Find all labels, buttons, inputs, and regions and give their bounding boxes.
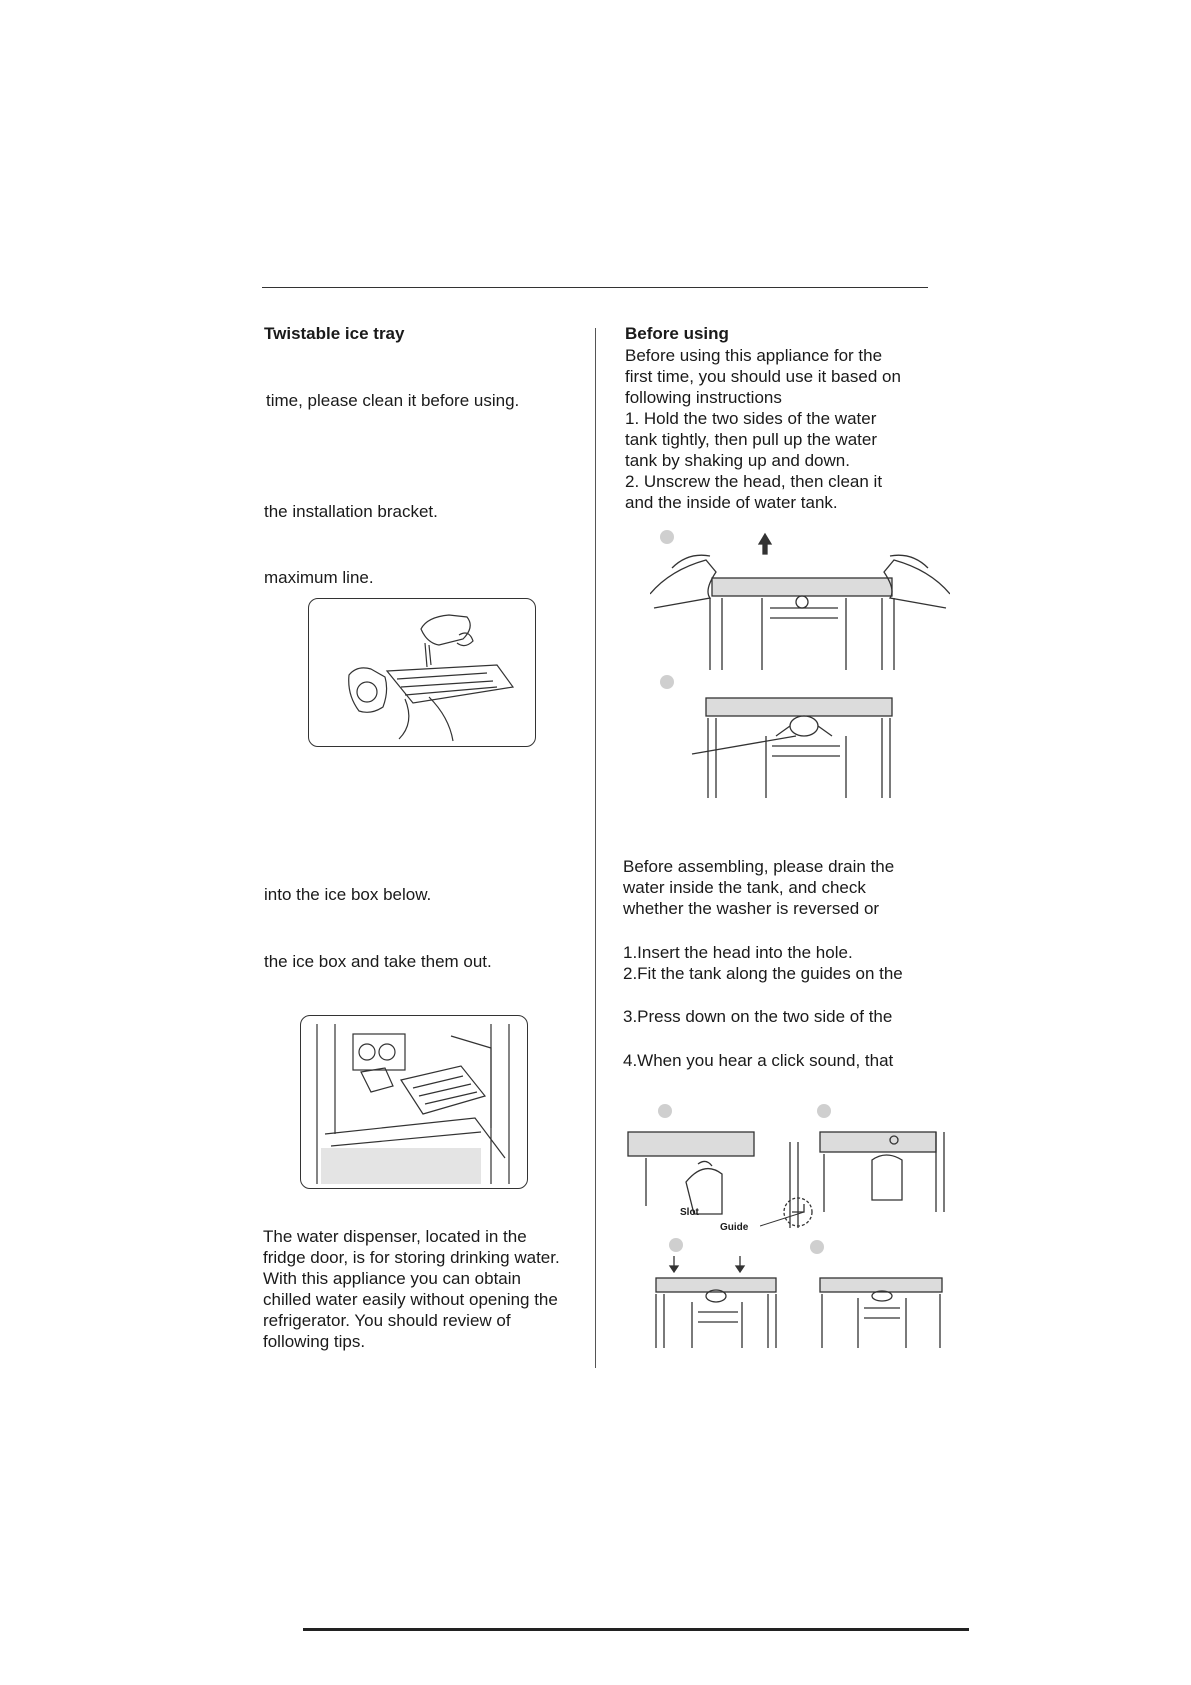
ice-tray-heading: Twistable ice tray: [264, 324, 405, 343]
slot-label: Slot: [680, 1207, 699, 1218]
pull-tank-icon: [650, 528, 950, 670]
assemble-step-3: 3.Press down on the two side of the: [623, 1007, 893, 1026]
header-rule: [262, 287, 928, 288]
unscrew-head-icon: [686, 696, 904, 798]
intro-line-1: Before using this appliance for the: [625, 346, 883, 365]
dispenser-line-6: following tips.: [263, 1332, 366, 1351]
press-down-icon: [652, 1256, 782, 1348]
assemble-line-1: Before assembling, please drain the: [623, 857, 895, 876]
dispenser-line-3: With this appliance you can obtain: [263, 1269, 521, 1288]
ice-tray-text-1: time, please clean it before using.: [266, 391, 520, 410]
guide-label: Guide: [720, 1222, 749, 1233]
assembly-marker-4: [810, 1240, 824, 1254]
fill-ice-tray-illustration: [308, 598, 536, 747]
click-sound-icon: [818, 1274, 946, 1348]
intro-line-2: first time, you should use it based on: [625, 367, 901, 386]
intro-line-7: 2. Unscrew the head, then clean it: [625, 472, 883, 491]
intro-line-6: tank by shaking up and down.: [625, 451, 850, 470]
dispenser-line-4: chilled water easily without opening the: [263, 1290, 558, 1309]
ice-tray-text-2: the installation bracket.: [264, 502, 438, 521]
assemble-step-1: 1.Insert the head into the hole.: [623, 943, 853, 962]
ice-box-text-1: into the ice box below.: [264, 885, 432, 904]
ice-box-text-2: the ice box and take them out.: [264, 952, 492, 971]
assemble-step-2: 2.Fit the tank along the guides on the: [623, 964, 903, 983]
ice-box-illustration: [300, 1015, 528, 1189]
assemble-line-2: water inside the tank, and check: [623, 878, 866, 897]
guide-pointer-icon: [760, 1210, 810, 1230]
intro-line-4: 1. Hold the two sides of the water: [625, 409, 877, 428]
assembly-marker-2: [817, 1104, 831, 1118]
dispenser-line-2: fridge door, is for storing drinking water.: [263, 1248, 560, 1267]
step-marker-2: [660, 675, 674, 689]
assemble-step-4: 4.When you hear a click sound, that: [623, 1051, 894, 1070]
dispenser-line-1: The water dispenser, located in the: [263, 1227, 527, 1246]
intro-line-8: and the inside of water tank.: [625, 493, 838, 512]
fit-tank-icon: [818, 1130, 946, 1212]
ice-tray-text-3: maximum line.: [264, 568, 374, 587]
assemble-line-3: whether the washer is reversed or: [623, 899, 880, 918]
column-divider: [595, 328, 596, 1368]
intro-line-3: following instructions: [625, 388, 782, 407]
assembly-marker-1: [658, 1104, 672, 1118]
dispenser-line-5: refrigerator. You should review of: [263, 1311, 511, 1330]
pitcher-pour-icon: [309, 599, 535, 746]
freezer-ice-box-icon: [301, 1016, 527, 1188]
before-using-heading: Before using: [625, 324, 729, 343]
intro-line-5: tank tightly, then pull up the water: [625, 430, 878, 449]
footer-rule: [303, 1628, 969, 1631]
assembly-marker-3: [669, 1238, 683, 1252]
